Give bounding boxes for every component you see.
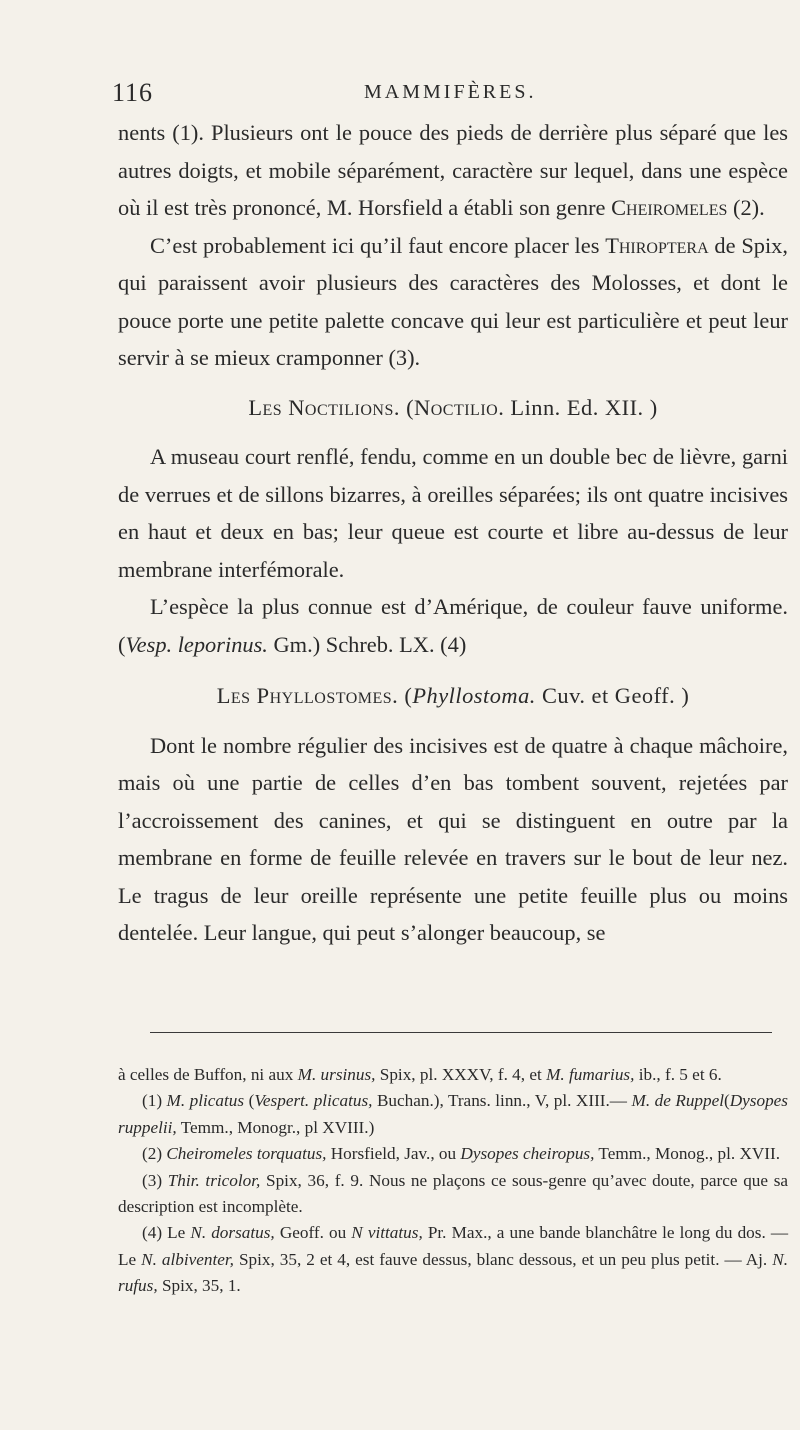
footnotes (118, 1062, 788, 1300)
footnote-3: (3) Thir. tricolor, Spix, 36, f. 9. Nous ne plaçons ce sous-genre qu’avec doute, parce que sa description est incomplète. (118, 1170, 789, 1217)
footnote-1: (1) M. plicatus (Vespert. plicatus, Buchan.), Trans. linn., V, pl. XIII.— M. de Ruppel(Dysopes ruppelii, Temm., Monogr., pl XVIII.) (118, 1091, 788, 1137)
section-heading-noctilions: Les Noctilions. (Noctilio. Linn. Ed. XII. ) (248, 394, 658, 420)
paragraph-3: A museau court renflé, fendu, comme en un double bec de lièvre, garni de verrues et de sillons bizarres, à oreilles séparées; ils ont quatre incisives en haut et deux en bas; leur queue est courte et libre au-dessus de leur membrane interfémorale. (118, 444, 788, 582)
running-head: MAMMIFÈRES. (364, 81, 537, 103)
footnote-2: (2) Cheiromeles torquatus, Horsfield, Jav., ou Dysopes cheiropus, Temm., Monog., pl. XVII. (142, 1144, 781, 1164)
paragraph-4: L’espèce la plus connue est d’Amérique, de couleur fauve uniforme. (Vesp. leporinus. Gm.) Schreb. LX. (4) (118, 594, 788, 657)
footnote-4: (4) Le N. dorsatus, Geoff. ou N vittatus, Pr. Max., a une bande blanchâtre le long du dos. — Le N. albiventer, Spix, 35, 2 et 4, est fauve dessus, blanc dessous, et un peu plus petit. — Aj. N. rufus, Spix, 35, 1. (118, 1223, 789, 1296)
footnote-continuation: à celles de Buffon, ni aux M. ursinus, Spix, pl. XXXV, f. 4, et M. fumarius, ib., f. 5 et 6. (118, 1065, 722, 1084)
genus-name: Cheiromeles (611, 195, 728, 220)
genus-name: Thiroptera (605, 232, 709, 258)
footnote-rule (150, 1032, 772, 1033)
page-header (112, 78, 772, 114)
paragraph-2: C’est probablement ici qu’il faut encore placer les Thiroptera de Spix, qui paraissent avoir plusieurs des caractères des Molosses, et dont le pouce porte une petite palette concave qui leur est particulière et peut leur servir à se mieux cramponner (3). (118, 232, 788, 370)
paragraph-5: Dont le nombre régulier des incisives est de quatre à chaque mâchoire, mais où une partie de celles d’en bas tombent souvent, rejetées par l’accroissement des canines, et qui se distinguent en outre par la membrane en forme de feuille relevée en travers sur le bout de leur nez. Le tragus de leur oreille représente une petite feuille plus ou moins dentelée. Leur langue, qui peut s’alonger beaucoup, se (118, 732, 788, 945)
main-text (118, 114, 788, 952)
section-heading-phyllostomes: Les Phyllostomes. (Phyllostoma. Cuv. et Geoff. ) (216, 683, 690, 708)
paragraph-1: nents (1). Plusieurs ont le pouce des pieds de derrière plus séparé que les autres doigts, et mobile séparément, caractère sur lequel, dans une espèce où il est très prononcé, M. Horsfield a établi son genre Cheiromeles (2). (118, 120, 788, 220)
page-number: 116 (112, 78, 154, 107)
